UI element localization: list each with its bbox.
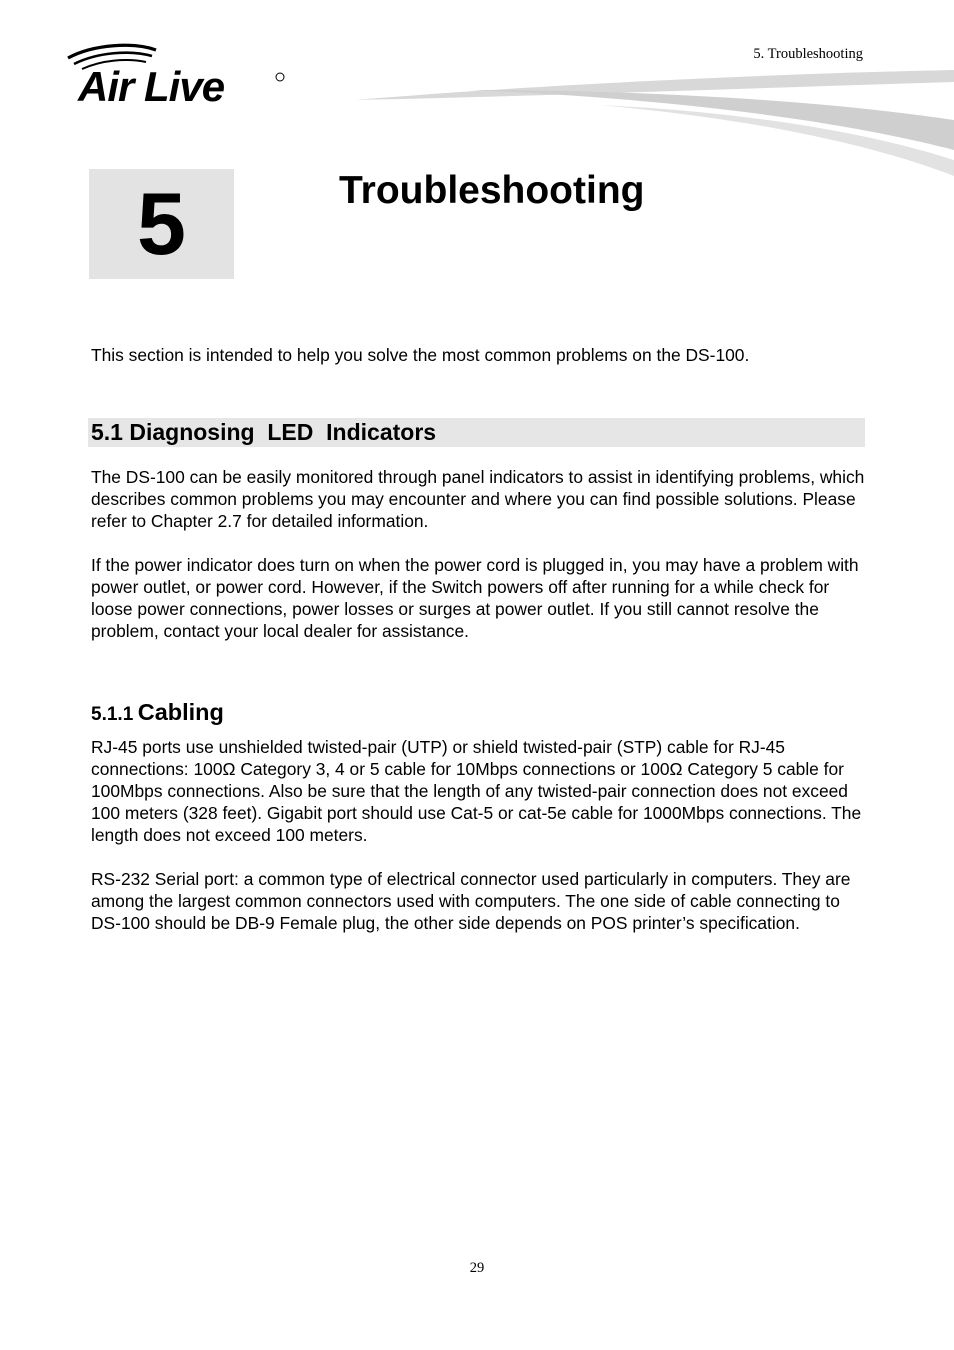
chapter-number-box: 5	[89, 169, 234, 279]
subsection-title: Cabling	[137, 699, 224, 725]
logo-wordmark: Air Live	[78, 63, 225, 108]
chapter-title: Troubleshooting	[339, 169, 645, 212]
running-head: 5. Troubleshooting	[753, 46, 863, 62]
subsection-number: 5.1.1	[91, 704, 134, 725]
intro-paragraph: This section is intended to help you solve the most common problems on the DS-100.	[91, 345, 750, 365]
section-heading: 5.1 Diagnosing LED Indicators	[91, 419, 437, 445]
subsection-paragraph-2: RS-232 Serial port: a common type of electrical connector used particularly in computers. They are among the largest common connectors used with computers. The one side of cable connecting to DS-100 should be DB-9 Female plug, the other side depends on POS printer’s specification.	[91, 869, 851, 933]
subsection-heading	[91, 697, 224, 731]
airlive-logo	[64, 40, 289, 108]
section-paragraph-1: The DS-100 can be easily monitored through panel indicators to assist in identifying problems, which describes common problems you may encounter and where you can find possible solutions. Please refer to Chapter 2.7 for detailed information.	[91, 467, 865, 531]
page-number: 29	[469, 1260, 485, 1276]
subsection-paragraph-1: RJ-45 ports use unshielded twisted-pair (UTP) or shield twisted-pair (STP) cable for RJ-45 connections: 100Ω Category 3, 4 or 5 cable for 10Mbps connections or 100Ω Category 5 cable for 100Mbps connections. Also be sure that the length of any twisted-pair connection does not exceed 100 meters (328 feet). Gigabit port should use Cat-5 or cat-5e cable for 1000Mbps connections. The length does not exceed 100 meters.	[91, 737, 862, 845]
section-paragraph-2: If the power indicator does turn on when the power cord is plugged in, you may have a problem with power outlet, or power cord. However, if the Switch powers off after running for a while check for loose power connections, power losses or surges at power outlet. If you still cannot resolve the problem, contact your local dealer for assistance.	[91, 555, 859, 641]
